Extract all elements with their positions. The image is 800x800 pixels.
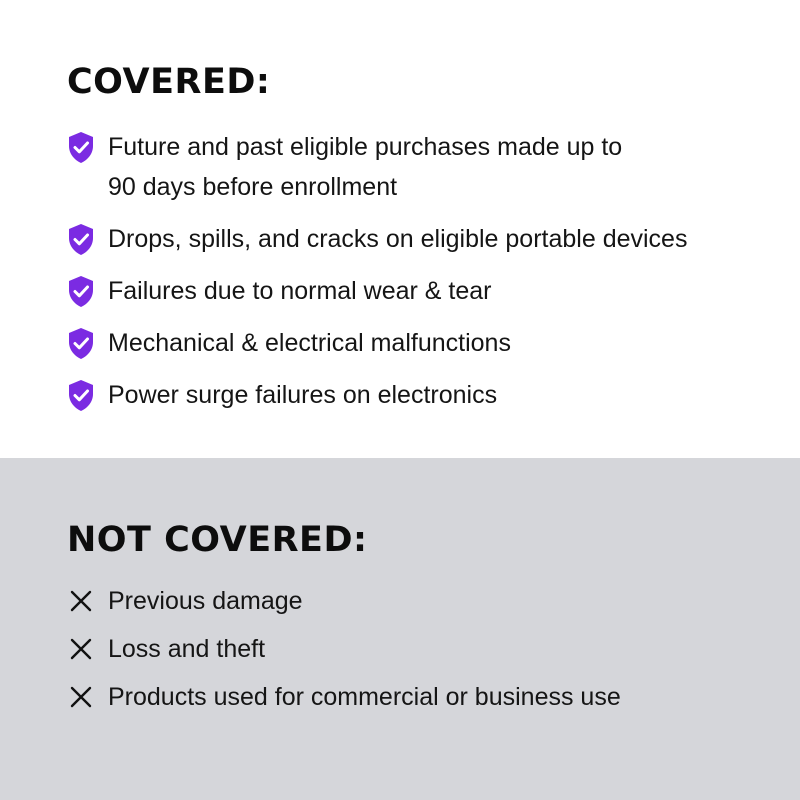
shield-check-icon (67, 127, 95, 167)
covered-item-text: Power surge failures on electronics (108, 381, 498, 409)
shield-check-icon (67, 271, 95, 311)
shield-check-icon (67, 219, 95, 259)
x-mark-icon (67, 677, 95, 717)
shield-check-icon (67, 375, 95, 415)
covered-item (67, 271, 687, 311)
not-covered-item-text: Loss and theft (108, 635, 266, 663)
covered-item (67, 127, 687, 207)
not-covered-list (67, 581, 621, 725)
x-mark-icon (67, 581, 95, 621)
shield-check-icon (67, 323, 95, 363)
not-covered-item-text: Previous damage (108, 587, 303, 615)
covered-item-text: Drops, spills, and cracks on eligible portable devices (108, 225, 688, 253)
not-covered-item-text: Products used for commercial or business use (108, 683, 621, 711)
not-covered-heading: NOT COVERED: (67, 520, 368, 560)
covered-item-text: Future and past eligible purchases made up to 90 days before enrollment (108, 133, 623, 201)
covered-list (67, 127, 687, 427)
covered-item (67, 323, 687, 363)
covered-item (67, 375, 687, 415)
not-covered-section (0, 458, 800, 800)
x-mark-icon (67, 629, 95, 669)
covered-item-text: Failures due to normal wear & tear (108, 277, 492, 305)
not-covered-item (67, 581, 621, 621)
covered-item (67, 219, 687, 259)
covered-item-text: Mechanical & electrical malfunctions (108, 329, 511, 357)
covered-heading: COVERED: (67, 62, 271, 102)
not-covered-item (67, 629, 621, 669)
not-covered-item (67, 677, 621, 717)
